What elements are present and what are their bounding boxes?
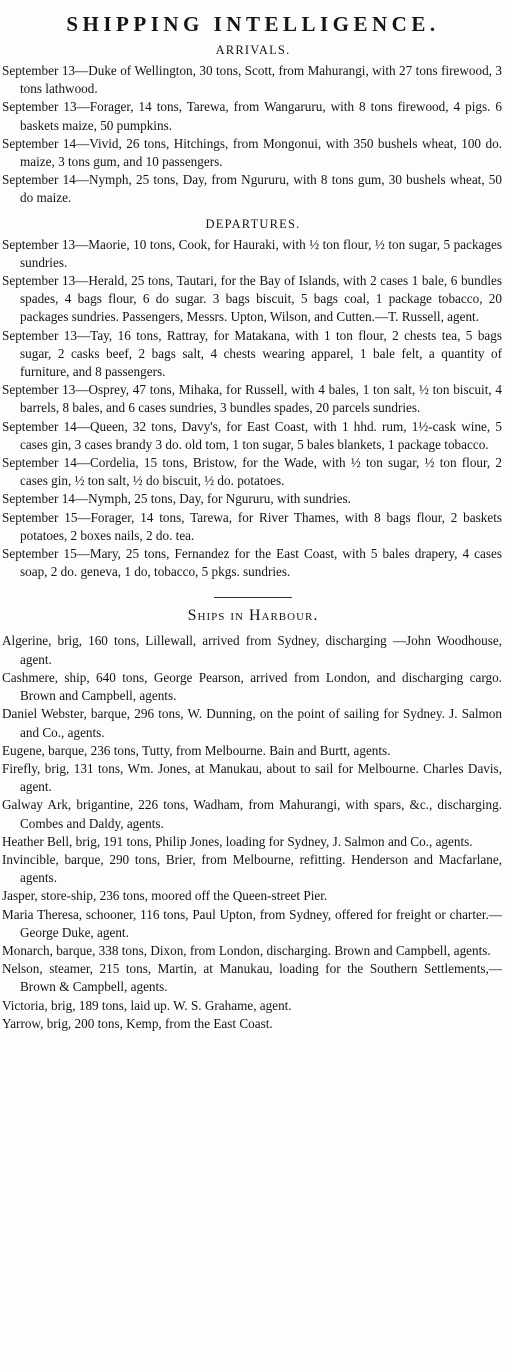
harbour-list bbox=[0, 632, 506, 1032]
ship-entry: Yarrow, brig, 200 tons, Kemp, from the East Coast. bbox=[2, 1015, 273, 1031]
ship-entry: Monarch, barque, 338 tons, Dixon, from London, discharging. Brown and Campbell, agents. bbox=[2, 942, 491, 958]
departure-entry: September 14—Cordelia, 15 tons, Bristow, for the Wade, with ½ ton sugar, ½ ton flour, 2 cases gin, ½ ton salt, ½ do biscuit, ½ do. potatoes. bbox=[2, 455, 502, 489]
departure-entry: September 13—Maorie, 10 tons, Cook, for Hauraki, with ½ ton flour, ½ ton sugar, 5 packages sundries. bbox=[2, 236, 502, 270]
ship-entry: Heather Bell, brig, 191 tons, Philip Jones, loading for Sydney, J. Salmon and Co., agents. bbox=[2, 833, 473, 849]
ship-entry: Victoria, brig, 189 tons, laid up. W. S. Grahame, agent. bbox=[2, 997, 292, 1013]
ship-entry: Maria Theresa, schooner, 116 tons, Paul Upton, from Sydney, offered for freight or charter.—George Duke, agent. bbox=[2, 906, 502, 940]
arrival-entry: September 14—Nymph, 25 tons, Day, from Ngururu, with 8 tons gum, 30 bushels wheat, 50 do maize. bbox=[2, 172, 502, 206]
arrivals-heading: ARRIVALS. bbox=[215, 43, 291, 57]
ship-entry: Algerine, brig, 160 tons, Lillewall, arrived from Sydney, discharging —John Woodhouse, agent. bbox=[2, 633, 502, 667]
ship-entry: Galway Ark, brigantine, 226 tons, Wadham, from Mahurangi, with spars, &c., discharging. Combes and Daldy, agents. bbox=[2, 797, 502, 831]
departure-entry: September 13—Tay, 16 tons, Rattray, for Matakana, with 1 ton flour, 2 chests tea, 5 bags sugar, 2 casks beef, 2 bags salt, 4 chests wearing apparel, 1 bale felt, a quantity of furniture, and 8 passengers. bbox=[2, 327, 502, 380]
ship-entry: Eugene, barque, 236 tons, Tutty, from Melbourne. Bain and Burtt, agents. bbox=[2, 742, 391, 758]
ship-entry: Jasper, store-ship, 236 tons, moored off the Queen-street Pier. bbox=[2, 888, 328, 904]
ship-entry: Invincible, barque, 290 tons, Brier, from Melbourne, refitting. Henderson and Macfarlane, agents. bbox=[2, 851, 502, 886]
departure-entry: September 15—Forager, 14 tons, Tarewa, for River Thames, with 8 bags flour, 2 baskets potatoes, 2 boxes nails, 2 do. tea. bbox=[2, 509, 502, 543]
ship-entry: Daniel Webster, barque, 296 tons, W. Dunning, on the point of sailing for Sydney. J. Salmon and Co., agents. bbox=[2, 706, 502, 740]
ship-entry: Firefly, brig, 131 tons, Wm. Jones, at Manukau, about to sail for Melbourne. Charles Davis, agent. bbox=[2, 760, 502, 795]
page-title: SHIPPING INTELLIGENCE. bbox=[66, 12, 440, 36]
departure-entry: September 13—Herald, 25 tons, Tautari, for the Bay of Islands, with 2 cases 1 bale, 6 bundles spades, 4 bags flour, 6 do sugar. 3 bags biscuit, 5 bags coal, 1 package tobacco, 20 packages sundries. Passengers, Messrs. Upton, Wilson, and Cutten.—T. Russell, agent. bbox=[2, 273, 502, 325]
departure-entry: September 14—Nymph, 25 tons, Day, for Ngururu, with sundries. bbox=[2, 491, 351, 507]
arrivals-list bbox=[0, 62, 506, 208]
departure-entry: September 13—Osprey, 47 tons, Mihaka, for Russell, with 4 bales, 1 ton salt, ½ ton biscuit, 4 barrels, 8 bales, and 6 cases sundries, 3 bundles spades, 20 parcels sundries. bbox=[2, 382, 502, 416]
ship-entry: Cashmere, ship, 640 tons, George Pearson, arrived from London, and discharging cargo. Brown and Campbell, agents. bbox=[2, 669, 502, 704]
arrival-entry: September 13—Duke of Wellington, 30 tons, Scott, from Mahurangi, with 27 tons firewood, 3 tons lathwood. bbox=[2, 63, 502, 97]
section-divider bbox=[214, 597, 292, 598]
arrival-entry: September 13—Forager, 14 tons, Tarewa, from Wangaruru, with 8 tons firewood, 4 pigs. 6 baskets maize, 50 pumpkins. bbox=[2, 99, 502, 133]
departures-list bbox=[0, 236, 506, 582]
departure-entry: September 14—Queen, 32 tons, Davy's, for East Coast, with 1 hhd. rum, 1½-cask wine, 5 cases gin, 3 cases brandy 3 do. old tom, 1 ton sugar, 5 bales blankets, 1 package tobacco. bbox=[2, 418, 502, 452]
departures-heading: DEPARTURES. bbox=[205, 216, 301, 231]
arrival-entry: September 14—Vivid, 26 tons, Hitchings, from Mongonui, with 350 bushels wheat, 100 do. maize, 3 tons gum, and 10 passengers. bbox=[2, 135, 502, 170]
ship-entry: Nelson, steamer, 215 tons, Martin, at Manukau, loading for the Southern Settlements,— Brown & Campbell, agents. bbox=[2, 961, 502, 995]
harbour-heading: Ships in Harbour. bbox=[187, 607, 319, 625]
departure-entry: September 15—Mary, 25 tons, Fernandez for the East Coast, with 5 bales drapery, 4 cases soap, 2 do. geneva, 1 do, tobacco, 5 pkgs. sundries. bbox=[2, 546, 502, 580]
